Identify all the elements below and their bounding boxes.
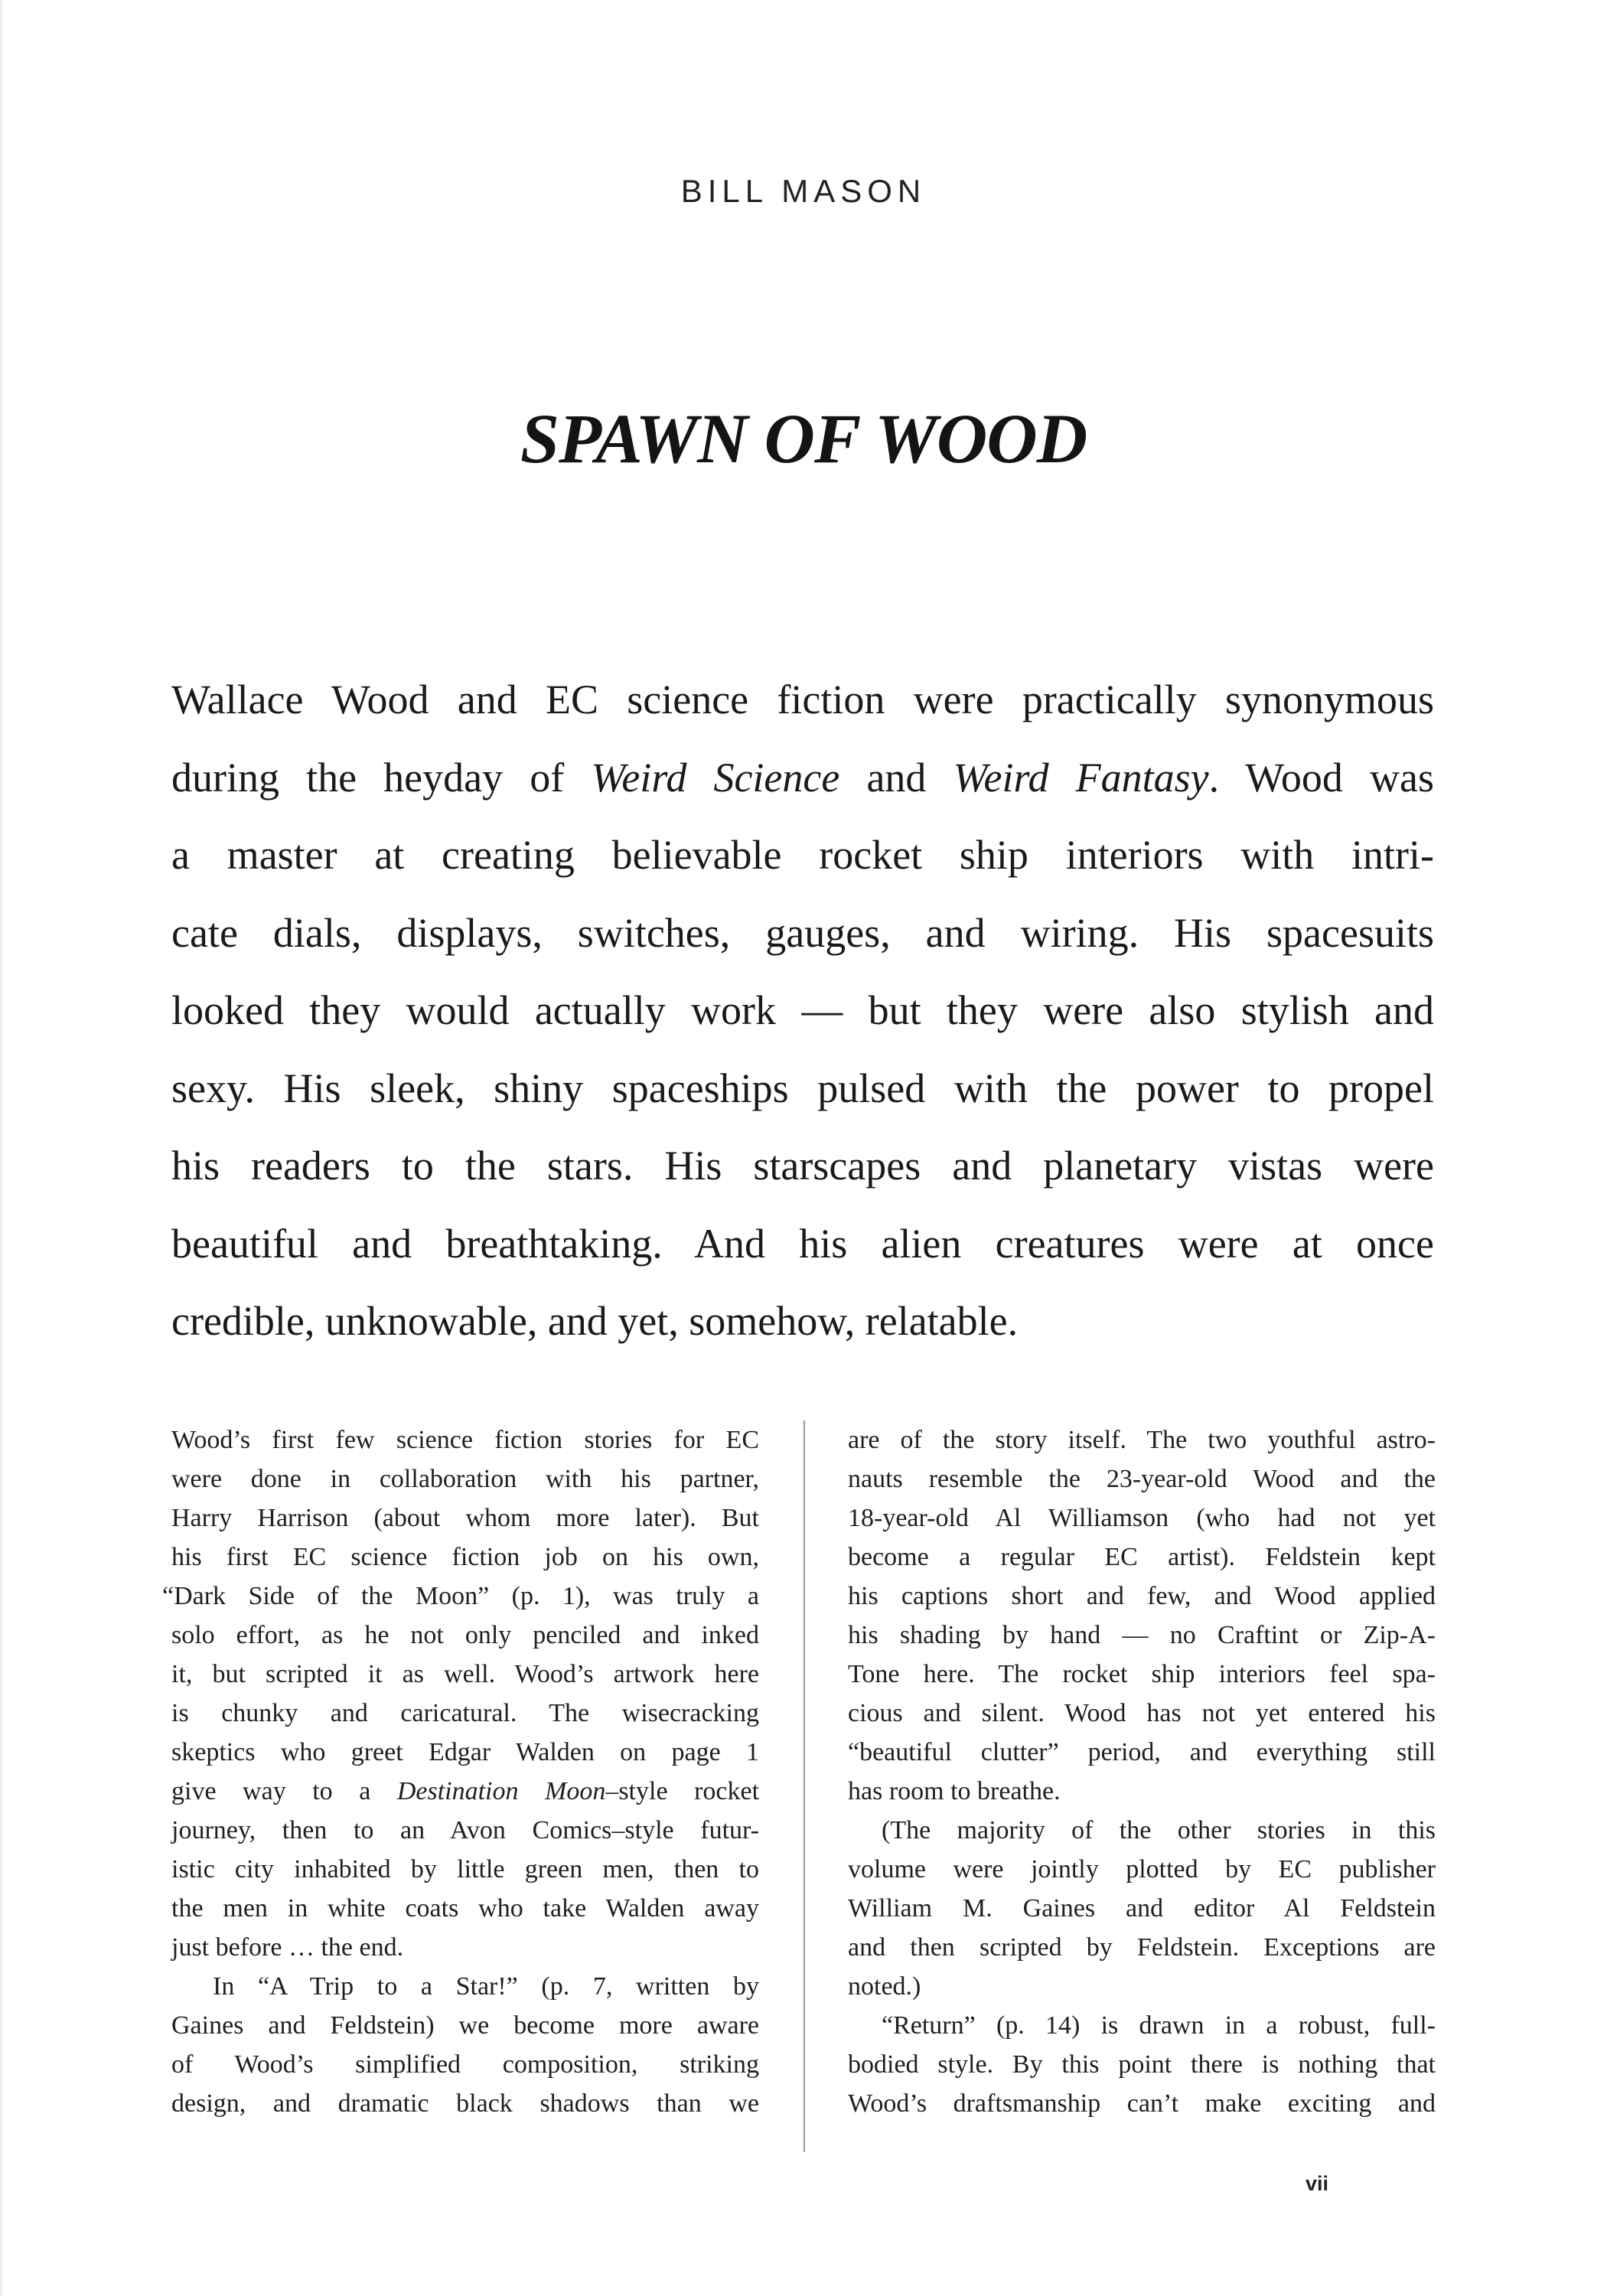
page-number: vii — [1305, 2172, 1329, 2195]
body-line: nauts resemble the 23-year-old Wood and the — [848, 1465, 1436, 1493]
body-line: it, but scripted it as well. Wood’s artwork here — [171, 1660, 759, 1688]
body-line: journey, then to an Avon Comics–style futur- — [171, 1816, 759, 1844]
body-line: Harry Harrison (about whom more later). But — [171, 1504, 759, 1532]
body-line: Wood’s draftsmanship can’t make exciting and — [848, 2089, 1436, 2118]
body-line: give way to a Destination Moon–style rocket — [171, 1777, 760, 1805]
intro-line: during the heyday of Weird Science and Weird Fantasy. Wood was — [171, 754, 1434, 801]
column-divider — [804, 1420, 805, 2152]
italic-title: Weird Science — [591, 754, 840, 801]
intro-line: looked they would actually work — but they were also stylish and — [171, 987, 1434, 1033]
right-column — [848, 1420, 1436, 2123]
body-line: William M. Gaines and editor Al Feldstein — [848, 1894, 1436, 1923]
body-line: “beautiful clutter” period, and everything still — [848, 1738, 1436, 1766]
body-line: solo effort, as he not only penciled and inked — [171, 1621, 759, 1649]
body-line: 18-year-old Al Williamson (who had not yet — [848, 1504, 1436, 1532]
body-line: are of the story itself. The two youthful astro- — [848, 1426, 1436, 1454]
body-line: his captions short and few, and Wood applied — [848, 1582, 1436, 1610]
left-column — [162, 1420, 760, 2123]
body-line: volume were jointly plotted by EC publisher — [848, 1855, 1436, 1883]
page-edge — [0, 0, 2, 2296]
author-name: BILL MASON — [680, 173, 927, 209]
body-line: and then scripted by Feldstein. Exceptions are — [848, 1933, 1436, 1962]
intro-line: his readers to the stars. His starscapes and planetary vistas were — [171, 1143, 1434, 1189]
body-line: design, and dramatic black shadows than we — [171, 2089, 759, 2118]
body-line: just before … the end. — [171, 1933, 404, 1962]
body-line: “Dark Side of the Moon” (p. 1), was truly a — [162, 1582, 759, 1610]
body-line: has room to breathe. — [848, 1777, 1061, 1805]
body-line: were done in collaboration with his partner, — [171, 1465, 759, 1493]
body-line: become a regular EC artist). Feldstein kept — [848, 1543, 1436, 1571]
body-line: his shading by hand — no Craftint or Zip-A- — [848, 1621, 1436, 1649]
body-line: “Return” (p. 14) is drawn in a robust, full- — [882, 2011, 1436, 2040]
italic-title: Destination Moon — [396, 1777, 606, 1805]
body-line: Tone here. The rocket ship interiors feel spa- — [848, 1660, 1436, 1688]
intro-paragraph — [171, 661, 1434, 1361]
intro-line: sexy. His sleek, shiny spaceships pulsed with the power to propel — [171, 1065, 1434, 1111]
body-line: Gaines and Feldstein) we become more aware — [171, 2011, 759, 2040]
intro-line: credible, unknowable, and yet, somehow, relatable. — [171, 1298, 1019, 1344]
body-line: the men in white coats who take Walden away — [171, 1894, 759, 1923]
body-line: (The majority of the other stories in this — [882, 1816, 1436, 1844]
intro-line: beautiful and breathtaking. And his alien creatures were at once — [171, 1220, 1434, 1267]
body-line: In “A Trip to a Star!” (p. 7, written by — [213, 1972, 759, 2001]
body-line: is chunky and caricatural. The wisecracking — [171, 1699, 759, 1727]
intro-line: a master at creating believable rocket ship interiors with intri- — [171, 832, 1434, 878]
intro-line: cate dials, displays, switches, gauges, and wiring. His spacesuits — [171, 909, 1434, 956]
body-line: Wood’s first few science fiction stories for EC — [171, 1426, 759, 1454]
body-line: skeptics who greet Edgar Walden on page 1 — [171, 1738, 759, 1766]
body-line: his first EC science fiction job on his own, — [171, 1543, 759, 1571]
italic-title: Weird Fantasy — [953, 754, 1209, 801]
body-line: noted.) — [848, 1972, 921, 2001]
chapter-title: SPAWN OF WOOD — [520, 400, 1087, 478]
body-line: bodied style. By this point there is nothing that — [848, 2050, 1436, 2079]
body-line: of Wood’s simplified composition, striking — [171, 2050, 759, 2079]
body-line: cious and silent. Wood has not yet entered his — [848, 1699, 1436, 1727]
intro-line: Wallace Wood and EC science fiction were practically synonymous — [171, 677, 1434, 722]
body-line: istic city inhabited by little green men, then to — [171, 1855, 759, 1883]
